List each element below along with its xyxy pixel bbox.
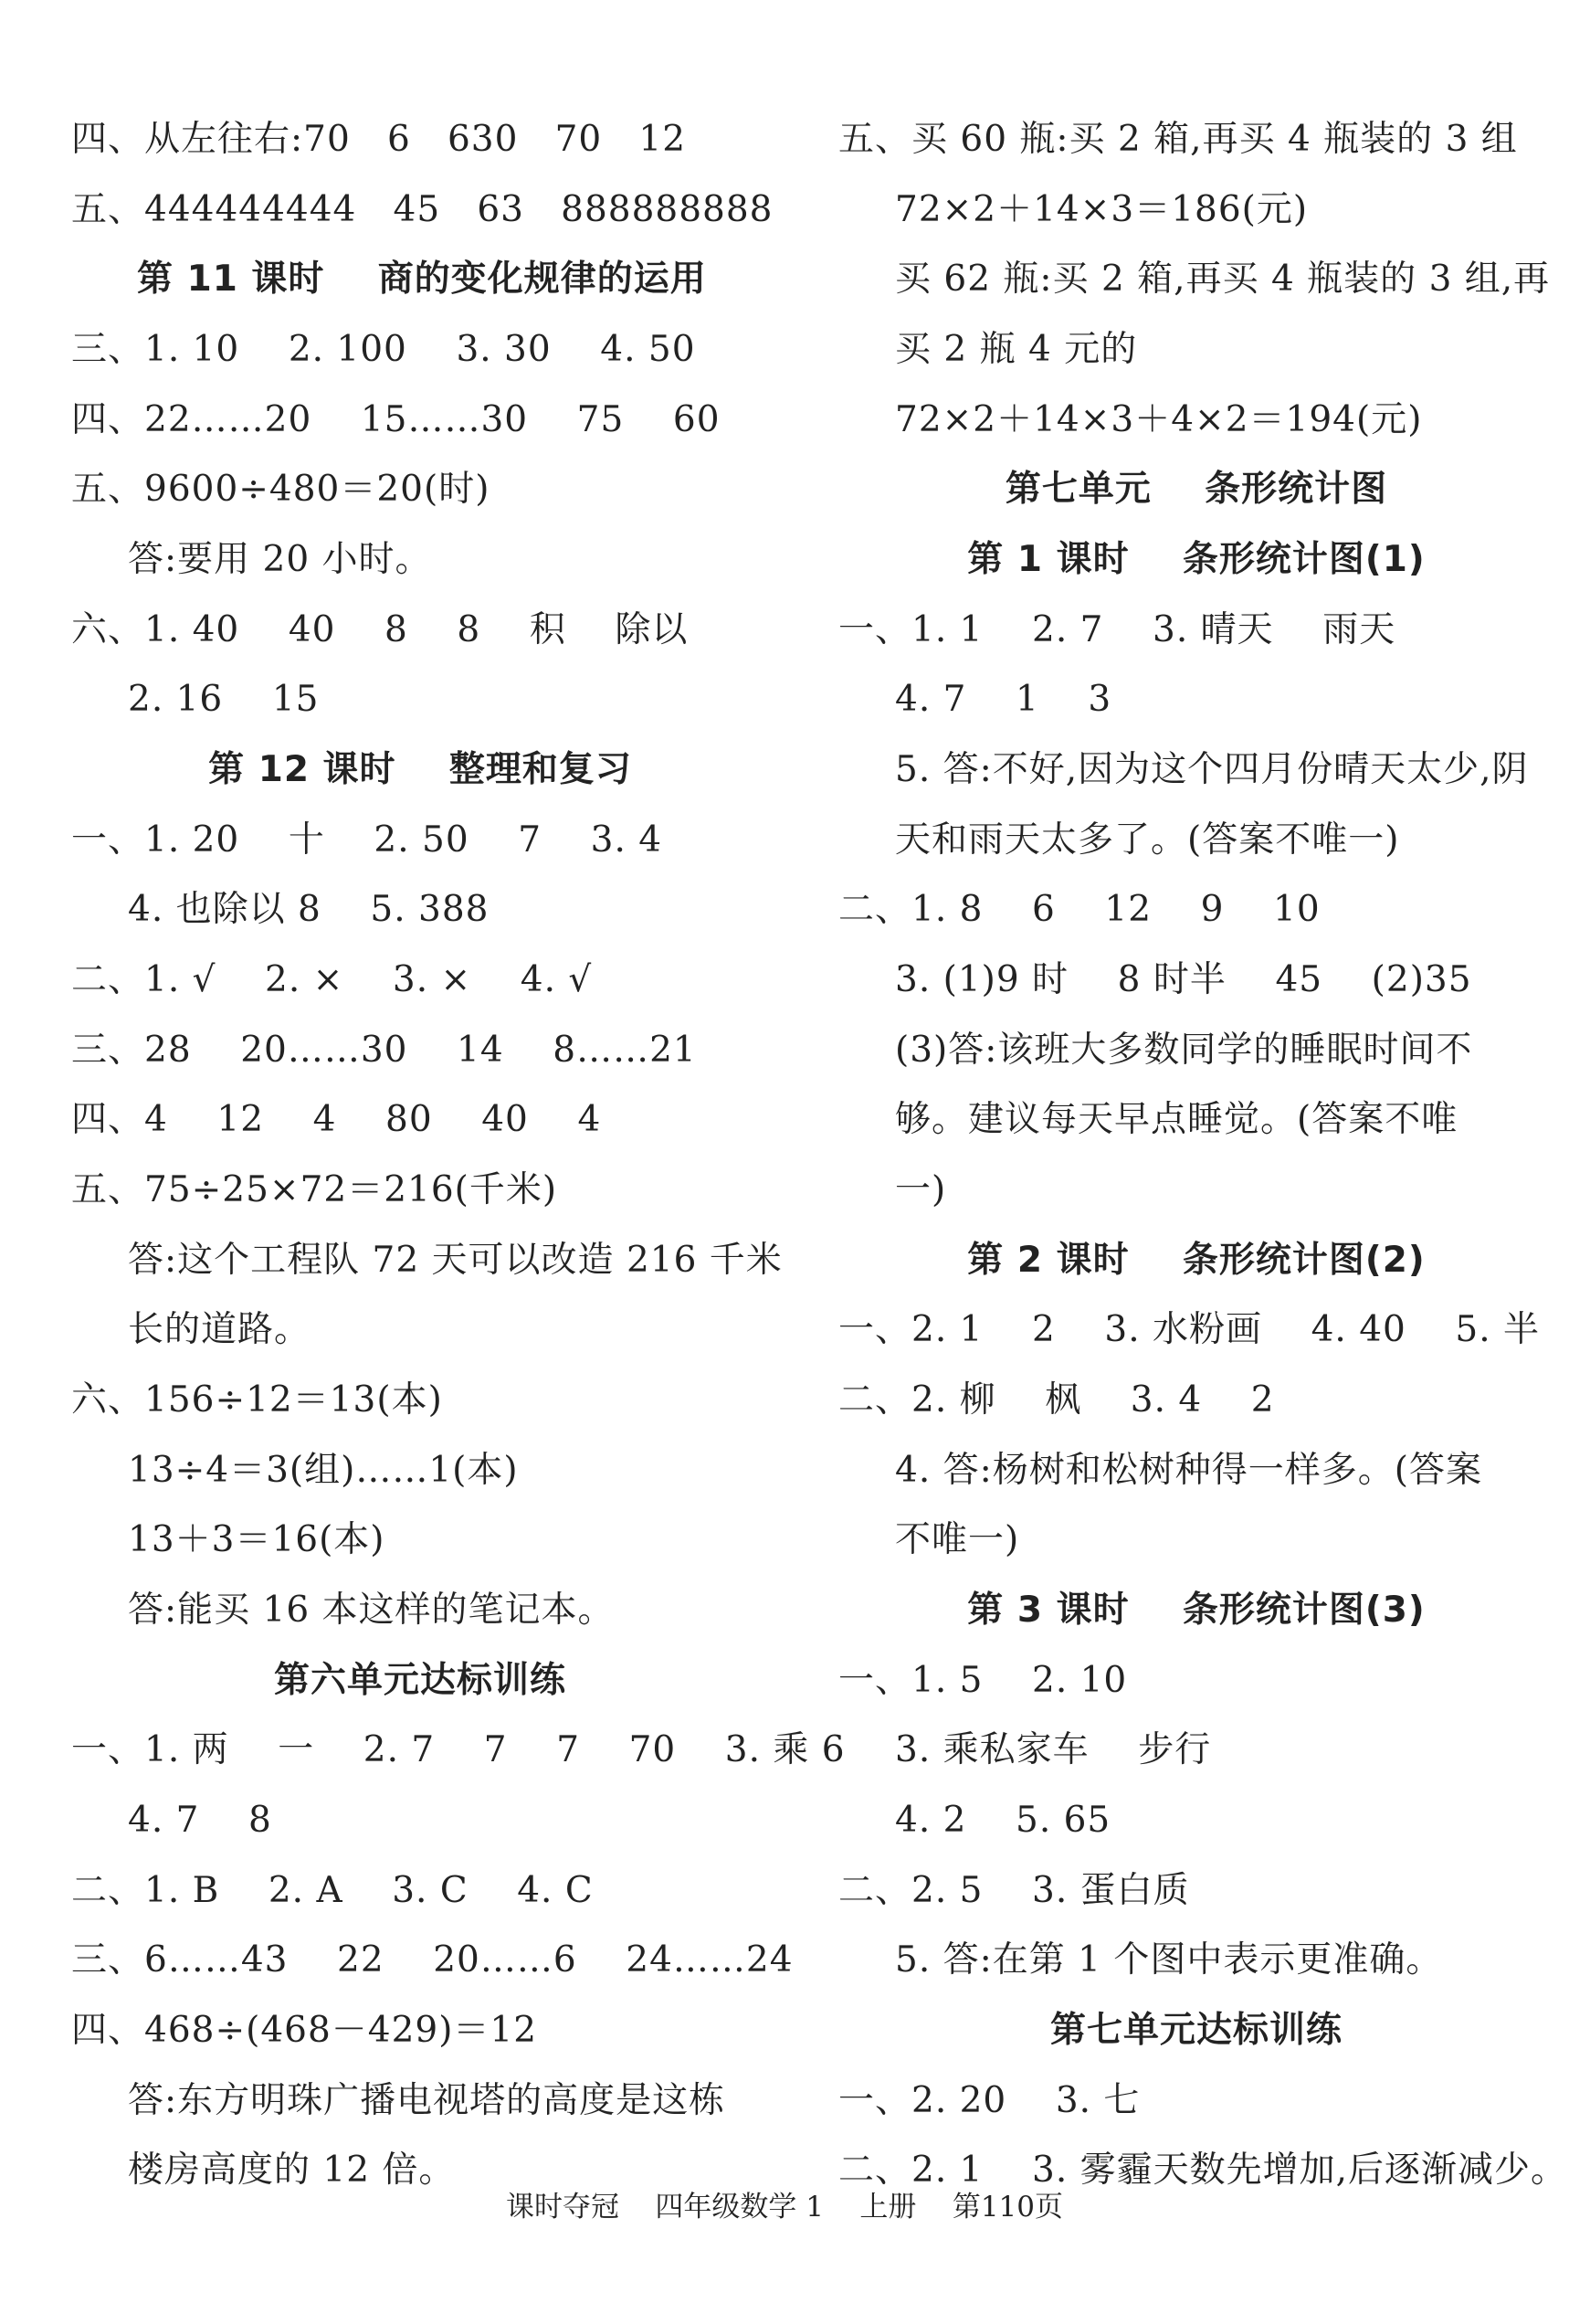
answer-line: 二、2. 1 3. 雾霾天数先增加,后逐渐减少。 [838, 2150, 1568, 2191]
section-heading: 第 3 课时 条形统计图(3) [967, 1590, 1426, 1631]
answer-line: 四、22……20 15……30 75 60 [71, 399, 721, 440]
answer-line: 一、1. 两 一 2. 7 7 7 70 3. 乘 6 [71, 1729, 846, 1770]
answer-line: 4. 也除以 8 5. 388 [128, 889, 490, 930]
section-heading: 第 12 课时 整理和复习 [208, 749, 632, 790]
answer-line: 4. 7 1 3 [895, 679, 1112, 720]
answer-line: 四、从左往右:70 6 630 70 12 [71, 119, 687, 160]
section-heading: 第七单元 条形统计图 [1005, 469, 1388, 510]
answer-line: 二、1. 8 6 12 9 10 [838, 889, 1321, 930]
answer-line: 二、1. B 2. A 3. C 4. C [71, 1870, 594, 1911]
answer-line: 答:东方明珠广播电视塔的高度是这栋 [128, 2080, 726, 2121]
answer-line: 答:这个工程队 72 天可以改造 216 千米 [128, 1240, 783, 1281]
answer-line: 72×2＋14×3＝186(元) [895, 189, 1309, 230]
answer-line: 3. 乘私家车 步行 [895, 1729, 1212, 1770]
answer-line: 一、2. 20 3. 七 [838, 2080, 1141, 2121]
answer-line: 2. 16 15 [128, 679, 320, 720]
answer-line: 答:能买 16 本这样的笔记本。 [128, 1590, 615, 1631]
answer-line: 二、1. √ 2. × 3. × 4. √ [71, 959, 593, 1000]
answer-line: 4. 答:杨树和松树种得一样多。(答案 [895, 1450, 1482, 1491]
answer-line: 3. (1)9 时 8 时半 45 (2)35 [895, 959, 1472, 1000]
answer-line: 二、2. 5 3. 蛋白质 [838, 1870, 1190, 1911]
answer-line: 一、2. 1 2 3. 水粉画 4. 40 5. 半 [838, 1309, 1541, 1350]
answer-line: 一) [895, 1169, 947, 1210]
answer-line: 不唯一) [895, 1519, 1020, 1560]
answer-line: 五、444444444 45 63 888888888 [71, 189, 774, 230]
answer-line: 三、6……43 22 20……6 24……24 [71, 1939, 794, 1981]
answer-line: 5. 答:在第 1 个图中表示更准确。 [895, 1939, 1443, 1981]
answer-line: 72×2＋14×3＋4×2＝194(元) [895, 399, 1423, 440]
answer-line: 楼房高度的 12 倍。 [128, 2150, 456, 2191]
answer-line: 长的道路。 [128, 1309, 311, 1350]
answer-line: 4. 7 8 [128, 1800, 272, 1841]
page-footer: 课时夺冠 四年级数学 1 上册 第110页 [506, 2191, 1063, 2224]
answer-line: 13÷4＝3(组)……1(本) [128, 1450, 519, 1491]
answer-line: 五、75÷25×72＝216(千米) [71, 1169, 558, 1210]
answer-line: 五、9600÷480＝20(时) [71, 469, 490, 510]
answer-line: 买 2 瓶 4 元的 [895, 329, 1138, 370]
answer-line: 二、2. 柳 枫 3. 4 2 [838, 1379, 1275, 1421]
answer-line: 5. 答:不好,因为这个四月份晴天太少,阴 [895, 749, 1529, 790]
section-heading: 第 11 课时 商的变化规律的运用 [137, 259, 707, 300]
answer-line: 答:要用 20 小时。 [128, 539, 432, 580]
answer-line: 四、4 12 4 80 40 4 [71, 1099, 602, 1140]
answer-line: (3)答:该班大多数同学的睡眠时间不 [895, 1030, 1473, 1071]
answer-line: 一、1. 5 2. 10 [838, 1660, 1128, 1701]
section-heading: 第七单元达标训练 [1049, 2010, 1343, 2051]
answer-line: 六、156÷12＝13(本) [71, 1379, 443, 1421]
answer-line: 4. 2 5. 65 [895, 1800, 1111, 1841]
answer-line: 四、468÷(468－429)＝12 [71, 2010, 538, 2051]
answer-line: 一、1. 20 十 2. 50 7 3. 4 [71, 819, 663, 861]
answer-line: 三、1. 10 2. 100 3. 30 4. 50 [71, 329, 696, 370]
answer-line: 六、1. 40 40 8 8 积 除以 [71, 609, 689, 650]
answer-line: 够。建议每天早点睡觉。(答案不唯 [895, 1099, 1458, 1140]
answer-line: 五、买 60 瓶:买 2 箱,再买 4 瓶装的 3 组 [838, 119, 1518, 160]
section-heading: 第 2 课时 条形统计图(2) [967, 1240, 1426, 1281]
answer-line: 天和雨天太多了。(答案不唯一) [895, 819, 1400, 861]
answer-line: 买 62 瓶:买 2 箱,再买 4 瓶装的 3 组,再 [895, 259, 1551, 300]
answer-line: 13＋3＝16(本) [128, 1519, 385, 1560]
answer-line: 三、28 20……30 14 8……21 [71, 1030, 697, 1071]
answer-line: 一、1. 1 2. 7 3. 晴天 雨天 [838, 609, 1396, 650]
section-heading: 第六单元达标训练 [273, 1660, 566, 1701]
section-heading: 第 1 课时 条形统计图(1) [967, 539, 1426, 580]
